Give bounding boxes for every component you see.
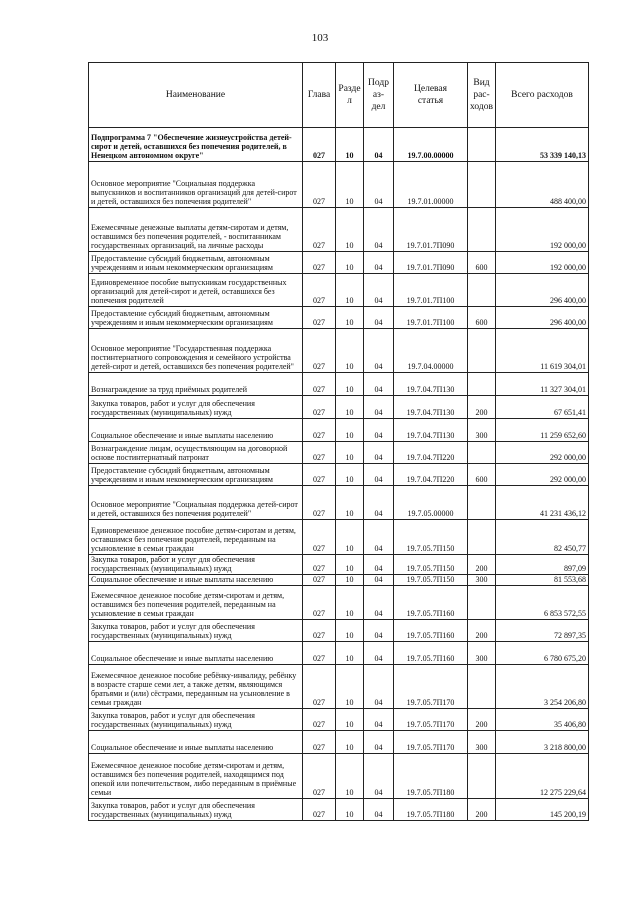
cell-subsection: 04 [364,307,394,329]
header-type-line: ходов [470,102,493,112]
table-row [89,486,589,520]
cell-target: 19.7.05.7П170 [394,731,468,754]
cell-section: 10 [336,307,364,329]
cell-total: 145 200,19 [496,799,589,821]
cell-total: 53 339 140,13 [496,128,589,162]
cell-chapter: 027 [303,575,336,586]
cell-total: 72 897,35 [496,620,589,642]
header-row [89,63,589,128]
cell-name: Предоставление субсидий бюджетным, автономным учреждениям и иным некоммерческим организациям [89,252,303,274]
cell-type [468,274,496,307]
cell-name: Единовременное пособие выпускникам государственных организаций для детей-сирот и детей, оставшихся без попечения родителей [89,274,303,307]
header-target-line: статья [417,96,444,106]
cell-type [468,665,496,709]
cell-target: 19.7.05.7П150 [394,520,468,555]
cell-subsection: 04 [364,373,394,396]
cell-section: 10 [336,799,364,821]
cell-section: 10 [336,642,364,665]
cell-name: Ежемесячное денежное пособие детям-сиротам и детям, оставшимся без попечения родителей, находящимся под опекой или попечительством, либо переданным в приёмные семьи [89,754,303,799]
cell-section: 10 [336,575,364,586]
header-type [468,63,496,128]
cell-name: Закупка товаров, работ и услуг для обеспечения государственных (муниципальных) нужд [89,555,303,575]
cell-target: 19.7.05.7П170 [394,709,468,731]
table-row [89,464,589,486]
header-target-line: Целевая [414,84,447,94]
table-row [89,642,589,665]
cell-section: 10 [336,128,364,162]
cell-chapter: 027 [303,620,336,642]
cell-name: Социальное обеспечение и иные выплаты населению [89,642,303,665]
table-row [89,162,589,208]
cell-section: 10 [336,520,364,555]
cell-subsection: 04 [364,520,394,555]
header-subsection [364,63,394,128]
cell-total: 192 000,00 [496,208,589,252]
cell-section: 10 [336,555,364,575]
cell-subsection: 04 [364,555,394,575]
cell-total: 81 553,68 [496,575,589,586]
cell-type: 600 [468,252,496,274]
cell-subsection: 04 [364,575,394,586]
cell-subsection: 04 [364,419,394,442]
cell-name: Закупка товаров, работ и услуг для обеспечения государственных (муниципальных) нужд [89,799,303,821]
cell-total: 292 000,00 [496,464,589,486]
cell-type [468,162,496,208]
cell-chapter: 027 [303,307,336,329]
cell-subsection: 04 [364,252,394,274]
cell-subsection: 04 [364,208,394,252]
cell-section: 10 [336,274,364,307]
cell-type: 200 [468,709,496,731]
cell-subsection: 04 [364,396,394,419]
cell-chapter: 027 [303,642,336,665]
cell-subsection: 04 [364,162,394,208]
cell-name: Закупка товаров, работ и услуг для обеспечения государственных (муниципальных) нужд [89,709,303,731]
cell-total: 3 218 800,00 [496,731,589,754]
cell-name: Ежемесячные денежные выплаты детям-сиротам и детям, оставшимся без попечения родителей, - воспитанникам государственных организаций, на личные расходы [89,208,303,252]
cell-target: 19.7.04.7П220 [394,442,468,464]
header-total: Всего расходов [496,63,589,128]
table-row [89,520,589,555]
cell-subsection: 04 [364,586,394,620]
table-row [89,274,589,307]
cell-subsection: 04 [364,620,394,642]
cell-type: 200 [468,620,496,642]
cell-subsection: 04 [364,799,394,821]
cell-subsection: 04 [364,642,394,665]
cell-total: 11 327 304,01 [496,373,589,396]
table-row [89,665,589,709]
cell-type: 200 [468,799,496,821]
cell-section: 10 [336,396,364,419]
cell-total: 6 780 675,20 [496,642,589,665]
cell-name: Закупка товаров, работ и услуг для обеспечения государственных (муниципальных) нужд [89,620,303,642]
cell-subsection: 04 [364,464,394,486]
cell-chapter: 027 [303,419,336,442]
cell-target: 19.7.05.7П150 [394,555,468,575]
table-row [89,419,589,442]
cell-target: 19.7.05.7П180 [394,799,468,821]
cell-type [468,442,496,464]
cell-type [468,373,496,396]
table-row [89,373,589,396]
cell-total: 292 000,00 [496,442,589,464]
cell-target: 19.7.00.00000 [394,128,468,162]
cell-section: 10 [336,252,364,274]
cell-total: 35 406,80 [496,709,589,731]
cell-name: Социальное обеспечение и иные выплаты населению [89,731,303,754]
cell-target: 19.7.04.7П130 [394,396,468,419]
cell-name: Социальное обеспечение и иные выплаты населению [89,575,303,586]
cell-chapter: 027 [303,754,336,799]
table-row [89,128,589,162]
cell-target: 19.7.05.7П180 [394,754,468,799]
cell-total: 11 259 652,60 [496,419,589,442]
table-row [89,252,589,274]
cell-name: Подпрограмма 7 "Обеспечение жизнеустройства детей-сирот и детей, оставшихся без попечения родителей, в Ненецком автономном округе" [89,128,303,162]
cell-type: 200 [468,555,496,575]
header-chapter: Глава [303,63,336,128]
cell-type: 600 [468,464,496,486]
cell-chapter: 027 [303,128,336,162]
cell-section: 10 [336,419,364,442]
cell-target: 19.7.05.7П170 [394,665,468,709]
cell-type: 200 [468,396,496,419]
cell-type [468,329,496,373]
table-row [89,731,589,754]
expenditure-table [88,62,589,821]
cell-chapter: 027 [303,486,336,520]
cell-target: 19.7.01.7П100 [394,307,468,329]
cell-chapter: 027 [303,731,336,754]
header-type-line: Вид [473,78,490,88]
cell-chapter: 027 [303,329,336,373]
header-section-line: Разде [338,84,361,94]
header-section [336,63,364,128]
cell-chapter: 027 [303,442,336,464]
cell-section: 10 [336,329,364,373]
cell-subsection: 04 [364,665,394,709]
cell-target: 19.7.05.7П150 [394,575,468,586]
cell-chapter: 027 [303,396,336,419]
cell-section: 10 [336,208,364,252]
cell-chapter: 027 [303,520,336,555]
cell-chapter: 027 [303,555,336,575]
table-row [89,208,589,252]
cell-chapter: 027 [303,464,336,486]
cell-type: 300 [468,642,496,665]
cell-subsection: 04 [364,329,394,373]
cell-chapter: 027 [303,709,336,731]
cell-total: 12 275 229,64 [496,754,589,799]
cell-type [468,754,496,799]
cell-type: 300 [468,575,496,586]
cell-name: Вознаграждение лицам, осуществляющим на договорной основе постинтернатный патронат [89,442,303,464]
cell-total: 11 619 304,01 [496,329,589,373]
cell-section: 10 [336,665,364,709]
cell-section: 10 [336,754,364,799]
cell-total: 296 400,00 [496,274,589,307]
cell-target: 19.7.01.7П090 [394,208,468,252]
cell-name: Основное мероприятие "Социальная поддержка детей-сирот и детей, оставшихся без попечения родителей" [89,486,303,520]
cell-subsection: 04 [364,731,394,754]
cell-total: 41 231 436,12 [496,486,589,520]
cell-name: Предоставление субсидий бюджетным, автономным учреждениям и иным некоммерческим организациям [89,307,303,329]
table-row [89,442,589,464]
cell-name: Закупка товаров, работ и услуг для обеспечения государственных (муниципальных) нужд [89,396,303,419]
cell-section: 10 [336,486,364,520]
cell-section: 10 [336,709,364,731]
cell-total: 488 400,00 [496,162,589,208]
cell-target: 19.7.01.7П100 [394,274,468,307]
cell-target: 19.7.05.7П160 [394,620,468,642]
header-type-line: рас- [473,90,490,100]
table-row [89,799,589,821]
cell-total: 82 450,77 [496,520,589,555]
cell-target: 19.7.04.00000 [394,329,468,373]
cell-name: Основное мероприятие "Государственная поддержка постинтернатного сопровождения и семейного устройства детей-сирот и детей, оставшихся без попечения родителей" [89,329,303,373]
cell-subsection: 04 [364,709,394,731]
cell-type [468,208,496,252]
cell-chapter: 027 [303,799,336,821]
cell-section: 10 [336,373,364,396]
table-body [89,128,589,821]
cell-type: 300 [468,419,496,442]
cell-type: 600 [468,307,496,329]
cell-name: Предоставление субсидий бюджетным, автономным учреждениям и иным некоммерческим организациям [89,464,303,486]
cell-target: 19.7.05.7П160 [394,642,468,665]
table-row [89,396,589,419]
cell-section: 10 [336,586,364,620]
cell-chapter: 027 [303,208,336,252]
cell-name: Вознаграждение за труд приёмных родителей [89,373,303,396]
header-subsection-line: Подр [368,78,389,88]
cell-chapter: 027 [303,274,336,307]
cell-section: 10 [336,620,364,642]
cell-type [468,486,496,520]
cell-section: 10 [336,162,364,208]
page-number: 103 [311,32,329,44]
cell-section: 10 [336,464,364,486]
cell-type [468,586,496,620]
table-row [89,586,589,620]
cell-name: Ежемесячное денежное пособие ребёнку-инвалиду, ребёнку в возрасте старше семи лет, а также детям, являющимся братьями и (или) сёстрами, переданным на усыновление в семьи граждан [89,665,303,709]
cell-name: Основное мероприятие "Социальная поддержка выпускников и воспитанников организаций для детей-сирот и детей, оставшихся без попечения родителей" [89,162,303,208]
cell-total: 3 254 206,80 [496,665,589,709]
cell-target: 19.7.01.00000 [394,162,468,208]
cell-target: 19.7.04.7П130 [394,373,468,396]
cell-section: 10 [336,442,364,464]
cell-subsection: 04 [364,486,394,520]
cell-chapter: 027 [303,586,336,620]
cell-name: Ежемесячное денежное пособие детям-сиротам и детям, оставшимся без попечения родителей, переданным на усыновление в семьи граждан [89,586,303,620]
cell-total: 192 000,00 [496,252,589,274]
cell-subsection: 04 [364,754,394,799]
cell-total: 897,09 [496,555,589,575]
cell-name: Социальное обеспечение и иные выплаты населению [89,419,303,442]
cell-chapter: 027 [303,665,336,709]
cell-total: 6 853 572,55 [496,586,589,620]
cell-target: 19.7.04.7П130 [394,419,468,442]
cell-subsection: 04 [364,442,394,464]
header-section-line: л [347,96,352,106]
table-row [89,754,589,799]
cell-chapter: 027 [303,373,336,396]
header-name: Наименование [89,63,303,128]
table-row [89,620,589,642]
cell-target: 19.7.04.7П220 [394,464,468,486]
cell-name: Единовременное денежное пособие детям-сиротам и детям, оставшимся без попечения родителей, переданным на усыновление в семьи граждан [89,520,303,555]
cell-total: 296 400,00 [496,307,589,329]
cell-type [468,520,496,555]
cell-chapter: 027 [303,252,336,274]
cell-target: 19.7.01.7П090 [394,252,468,274]
table-row [89,329,589,373]
table-row [89,307,589,329]
cell-target: 19.7.05.00000 [394,486,468,520]
table-row [89,709,589,731]
cell-section: 10 [336,731,364,754]
header-subsection-line: аз- [372,90,385,100]
cell-type: 300 [468,731,496,754]
cell-subsection: 04 [364,274,394,307]
table-row [89,575,589,586]
table-row [89,555,589,575]
cell-chapter: 027 [303,162,336,208]
cell-subsection: 04 [364,128,394,162]
header-subsection-line: дел [371,102,386,112]
cell-type [468,128,496,162]
header-target [394,63,468,128]
cell-target: 19.7.05.7П160 [394,586,468,620]
cell-total: 67 651,41 [496,396,589,419]
